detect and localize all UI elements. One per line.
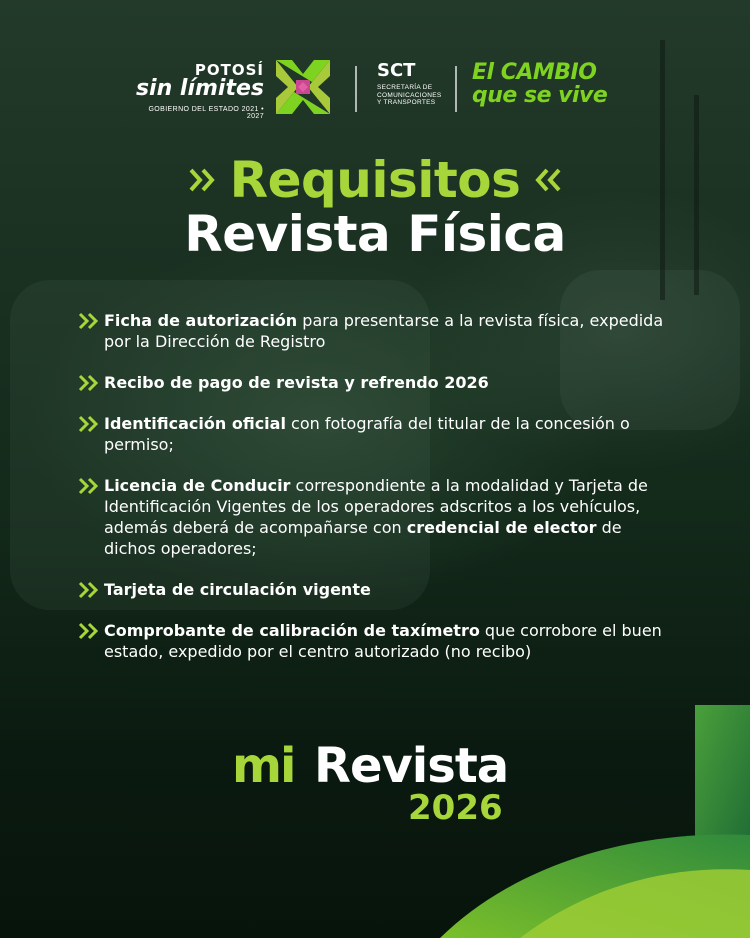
double-chevron-right-icon xyxy=(78,581,100,599)
requirement-bold: Identificación oficial xyxy=(104,414,286,433)
double-chevron-right-icon xyxy=(78,312,100,330)
cambio-line1: El CAMBIO xyxy=(472,60,597,85)
brand-revista: Revista xyxy=(314,738,509,794)
potosi-x-logo-icon xyxy=(268,52,338,122)
requirement-text: que corrobore el buen estado, expedido por el centro autorizado (no recibo) xyxy=(104,621,662,661)
title-row xyxy=(0,150,750,210)
mi-revista-logo xyxy=(232,736,532,836)
double-chevron-right-icon xyxy=(188,167,218,193)
list-item xyxy=(78,579,678,600)
el-cambio-logo xyxy=(472,62,607,108)
sct-subtitle-line: COMUNICACIONES xyxy=(377,91,442,99)
requirements-list xyxy=(78,310,678,662)
brand-year: 2026 xyxy=(408,788,503,828)
brand-mi: mi xyxy=(232,738,295,794)
requirement-bold: credencial de elector xyxy=(406,518,597,537)
sct-subtitle-line: SECRETARÍA DE xyxy=(377,84,433,91)
list-item xyxy=(78,413,678,455)
sct-logo xyxy=(377,60,442,107)
requirement-bold: Ficha de autorización xyxy=(104,311,298,330)
sct-title: SCT xyxy=(377,60,416,81)
header-logos xyxy=(0,44,750,134)
list-item xyxy=(78,620,678,662)
potosi-government: GOBIERNO DEL ESTADO 2021 • 2027 xyxy=(148,106,264,120)
cambio-line2: que se vive xyxy=(472,83,608,108)
double-chevron-right-icon xyxy=(78,374,100,392)
header-divider xyxy=(355,66,357,112)
potosi-name: POTOSÍ xyxy=(194,61,264,79)
list-item xyxy=(78,372,678,393)
requirement-text: para presentarse a la revista física, expedida por la Dirección de Registro xyxy=(104,311,664,351)
requirement-bold: Comprobante de calibración de taxímetro xyxy=(104,621,480,640)
sct-subtitle-line: Y TRANSPORTES xyxy=(377,99,436,106)
sct-subtitle xyxy=(377,84,442,107)
page-title: Requisitos xyxy=(229,151,521,209)
requirement-text: correspondiente a la modalidad y Tarjeta de Identificación Vigentes de los operadores adscritos a los vehículos, además deberá de acompañarse con xyxy=(104,476,648,537)
header-divider xyxy=(455,66,457,112)
requirement-bold: Recibo de pago de revista y refrendo 2026 xyxy=(104,373,489,392)
requirement-text: con fotografía del titular de la concesión o permiso; xyxy=(104,414,630,454)
requirement-bold: Licencia de Conducir xyxy=(104,476,291,495)
list-item xyxy=(78,475,678,559)
requirement-text: de dichos operadores; xyxy=(104,518,622,558)
list-item xyxy=(78,310,678,352)
double-chevron-right-icon xyxy=(78,415,100,433)
potosi-slogan: sin límites xyxy=(135,76,264,101)
double-chevron-left-icon xyxy=(532,167,562,193)
double-chevron-right-icon xyxy=(78,477,100,495)
double-chevron-right-icon xyxy=(78,622,100,640)
page-subtitle: Revista Física xyxy=(184,205,566,263)
potosi-logo-text xyxy=(134,62,264,120)
requirement-bold: Tarjeta de circulación vigente xyxy=(104,580,371,599)
